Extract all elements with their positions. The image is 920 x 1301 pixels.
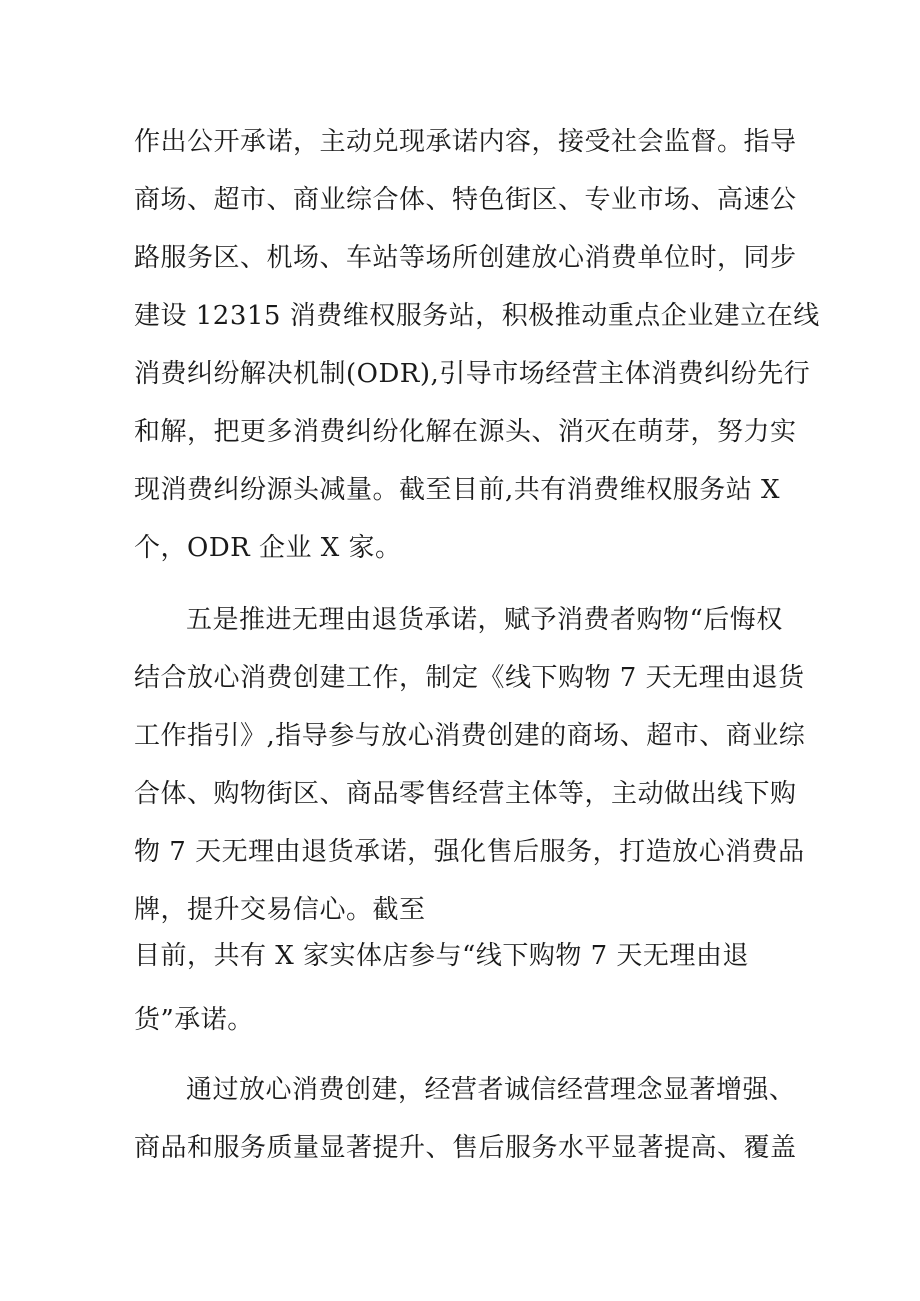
- text-line: 消费纠纷解决机制(ODR),引导市场经营主体消费纠纷先行: [134, 359, 811, 389]
- text-line: 通过放心消费创建，经营者诚信经营理念显著增强、: [186, 1075, 796, 1105]
- text-line: 商场、超市、商业综合体、特色街区、专业市场、高速公: [134, 185, 797, 215]
- text-line: 现消费纠纷源头减量。截至目前,共有消费维权服务站 X: [134, 475, 781, 505]
- text-line: 五是推进无理由退货承诺，赋予消费者购物“后悔权: [186, 605, 783, 635]
- text-line: 路服务区、机场、车站等场所创建放心消费单位时，同步: [134, 243, 797, 273]
- text-line: 合体、购物街区、商品零售经营主体等，主动做出线下购: [134, 779, 797, 809]
- text-line: 货”承诺。: [134, 1005, 254, 1035]
- text-line: 工作指引》,指导参与放心消费创建的商场、超市、商业综: [134, 721, 806, 751]
- text-line: 个，ODR 企业 X 家。: [134, 533, 402, 563]
- text-line: 建设 12315 消费维权服务站，积极推动重点企业建立在线: [134, 301, 820, 331]
- text-line: 和解，把更多消费纠纷化解在源头、消灭在萌芽，努力实: [134, 417, 797, 447]
- text-line: 物 7 天无理由退货承诺，强化售后服务，打造放心消费品: [134, 837, 805, 867]
- text-line: 作出公开承诺，主动兑现承诺内容，接受社会监督。指导: [134, 127, 797, 157]
- text-line: 目前，共有 X 家实体店参与“线下购物 7 天无理由退: [134, 941, 749, 971]
- text-line: 结合放心消费创建工作，制定《线下购物 7 天无理由退货: [134, 663, 805, 693]
- text-line: 牌，提升交易信心。截至: [134, 895, 426, 925]
- text-line: 商品和服务质量显著提升、售后服务水平显著提高、覆盖: [134, 1133, 797, 1163]
